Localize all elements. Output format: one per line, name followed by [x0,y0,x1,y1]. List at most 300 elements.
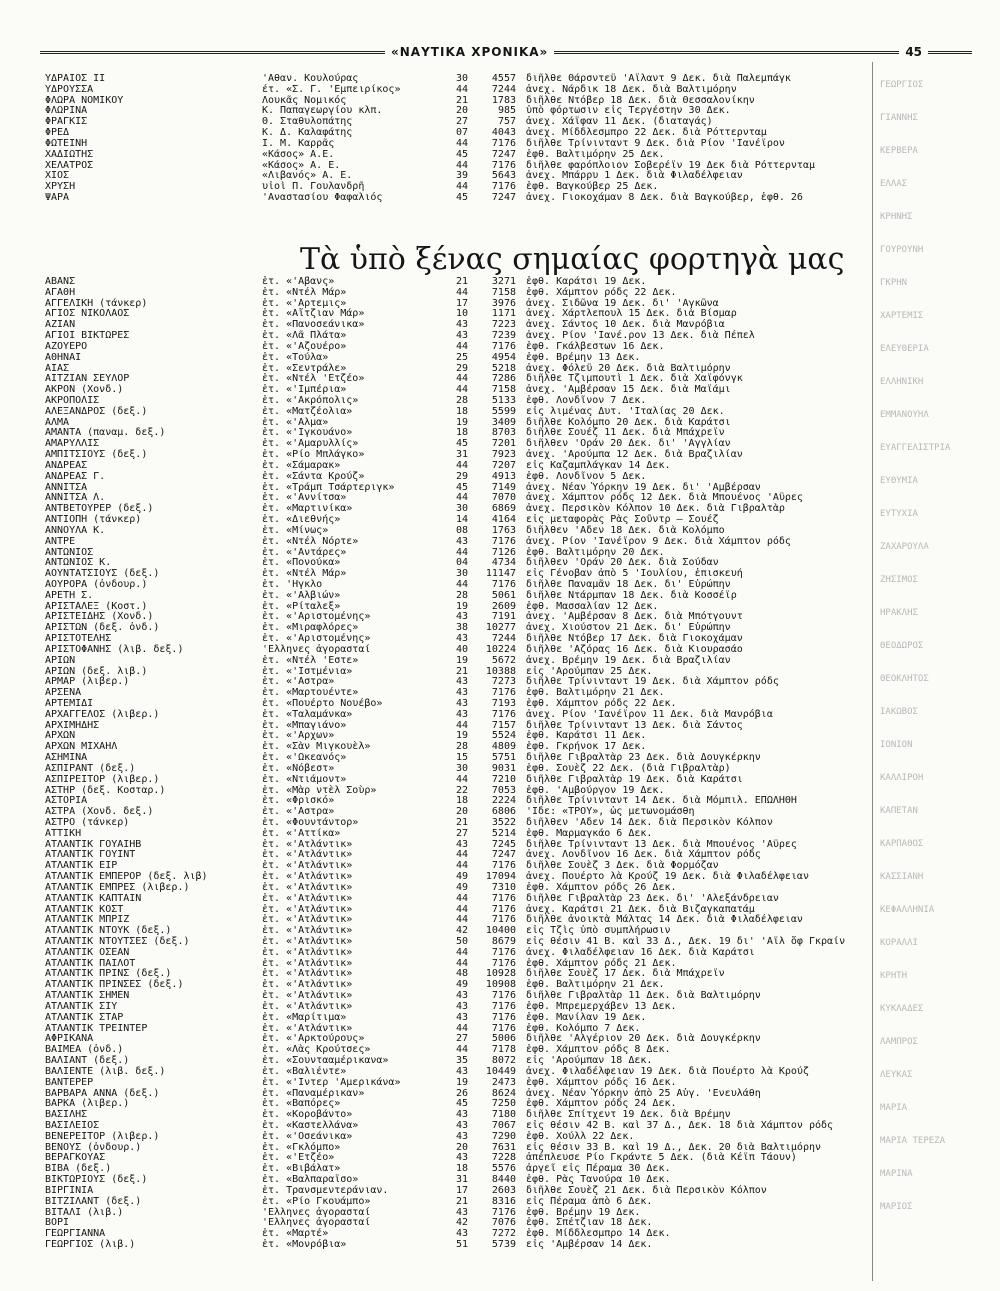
bleed-through-row [0,872,1000,883]
header-rule-left [40,51,385,54]
ship-year: 30 [455,73,468,84]
ship-movement: διῆλθε Κολόμπο 20 Δεκ. διὰ Καράτσι [526,416,731,428]
ship-owner: υἱοὶ Π. Γουλανδρῆ [262,181,365,193]
ship-tonnage: 7244 [491,633,516,645]
ship-movement: ἀνεχ. Φιλαδέλφειαν 19 Δεκ. διὰ Πουέρτο λὰ Κρούζ [526,1065,809,1077]
bleed-through-text: ΧΑΡΤΕΜΙΣ [880,311,924,321]
ship-name: ΑΤΛΑΝΤΙΚ ΠΡΙΝΣ (δεξ.) [45,968,172,980]
ship-tonnage: 5739 [491,1238,516,1250]
ship-row [0,1185,1000,1196]
ship-owner: ἑτ. «'Αρκτούρους» [262,1033,365,1045]
ship-name: ΑΟΥΡΟΡΑ (ὀνδουρ.) [45,578,148,590]
ship-tonnage: 7250 [491,1098,516,1110]
ship-tonnage: 7923 [491,449,516,461]
ship-name: ΑΜΑΝΤΑ (παναμ. δεξ.) [45,427,166,439]
ship-owner: «Κάσος» Α. Ε. [262,159,341,171]
ship-name: ΑΝΤΩΝΙΟΣ Κ. [45,557,112,569]
ship-tonnage: 17094 [485,871,516,883]
ship-name: ΑΡΕΤΗ Σ. [45,589,94,601]
ship-tonnage: 7176 [491,137,516,149]
ship-owner: ἑτ. «'Αριστομένης» [262,611,371,623]
ship-owner: ἑτ. «Καστελλάνα» [262,1119,359,1131]
ship-owner: ἑτ. «Γκλόμπο» [262,1141,341,1153]
ship-name: ΑΤΛΑΝΤΙΚ ΠΡΙΝΣΕΣ (δεξ.) [45,979,184,991]
ship-year: 42 [455,925,468,937]
ship-movement: ἐφθ. Χάμπτον ρόδς 24 Δεκ. [526,1098,677,1110]
ship-name: ΑΚΡΟΝ (Χονδ.) [45,384,124,396]
ship-movement: εἰς θέσιν 41 Β. καὶ 33 Δ., Δεκ. 19 δι' 'Αϊλ ὄφ Γκραίν [526,936,846,948]
ship-tonnage: 7247 [491,849,516,861]
ship-owner: ἑτ. «'Αντάρες» [262,546,347,558]
ship-name: ΒΙΤΖΙΛΑΝΤ (δεξ.) [45,1195,142,1207]
ship-movement: ἐφθ. 'Αμβούργον 19 Δεκ. [526,784,665,796]
bleed-through-row [0,707,1000,718]
ship-tonnage: 10449 [485,1065,516,1077]
ship-owner: «Κάσος» Α.Ε. [262,148,335,160]
ship-year: 44 [455,892,468,904]
ship-name: ΒΑΣΙΛΗΣ [45,1109,88,1121]
ship-year: 43 [455,319,468,331]
ship-tonnage: 5576 [491,1163,516,1175]
ship-year: 49 [455,979,468,991]
ship-movement: εἰς λιμένας Δυτ. 'Ιταλίας 20 Δεκ. [526,405,725,417]
ship-name: ΑΤΛΑΝΤΙΚ ΜΠΡΙΖ [45,914,130,926]
bleed-through-text: ΚΕΦΑΛΛΗΝΙΑ [880,905,935,915]
ship-name: ΑΙΑΣ [45,362,70,374]
ship-tonnage: 2224 [491,795,516,807]
ship-tonnage: 757 [497,116,516,128]
ship-owner: Θ. Σταθυλοπάτης [262,116,353,128]
ship-movement: ἀνεχ. Νάρδικ 18 Δεκ. διὰ Βαλτιμόρην [526,83,737,95]
ship-tonnage: 4164 [491,514,516,526]
ship-movement: ἀνεχ. Ρίον 'Ιανέϊρον 9 Δεκ. διὰ Χάμπτον ρόδς [526,535,791,547]
ship-name: ΑΣΠΙΡΕΪΤΟΡ (λιβερ.) [45,773,160,785]
ship-movement: ἐφθ. Βρέμην 19 Δεκ. [526,1206,641,1218]
bleed-through-row [0,971,1000,982]
ship-movement: ἐφθ. Βαλτιμόρην 20 Δεκ. [526,546,665,558]
ship-tonnage: 3409 [491,416,516,428]
bleed-through-row [0,839,1000,850]
ship-owner: ἑτ. «Διεθνής» [262,514,341,526]
ship-year: 44 [455,903,468,915]
ship-name: ΒΑΣΙΛΕΙΟΣ [45,1119,100,1131]
ship-year: 38 [455,622,468,634]
ship-name: ΑΤΛΑΝΤΙΚ ΕΜΠΡΕΣ (λιβερ.) [45,881,190,893]
ship-tonnage: 6806 [491,806,516,818]
ship-movement: ἀνεχ. Βρέμην 19 Δεκ. διὰ Βραζιλίαν [526,654,731,666]
ship-movement: ἐφθ. Λονδῖνον 7 Δεκ. [526,395,647,407]
bleed-through-row [0,113,1000,124]
ship-name: ΑΡΙΣΤΟΦΑΝΗΣ (λιβ. δεξ.) [45,643,184,655]
ship-owner: ἑτ. «Νόβεστ» [262,762,335,774]
ship-tonnage: 8072 [491,1055,516,1067]
ship-movement: ἐφθ. Σουὲζ 22 Δεκ. (διὰ Γιβραλτὰρ) [526,762,731,774]
ship-tonnage: 7176 [491,957,516,969]
ship-movement: ἐφθ. Καράτσι 19 Δεκ. [526,276,647,287]
ship-owner: ἑτ. «'Ατλάντικ» [262,946,353,958]
ship-owner: ἑτ. «Βαλιέντε» [262,1065,347,1077]
ship-year: 17 [455,297,468,309]
ship-tonnage: 7176 [491,903,516,915]
ship-year: 43 [455,687,468,699]
ship-movement: διῆλθεν 'Αδεν 18 Δεκ. διὰ Κολόμπο [526,524,725,536]
ship-name: ΥΔΡΑΙΟΣ ΙΙ [45,73,106,84]
ship-tonnage: 7158 [491,286,516,298]
bleed-through-row [0,1169,1000,1180]
ship-owner: ἑτ. «Ντέλ Νόρτε» [262,535,359,547]
ship-year: 20 [455,105,468,117]
ship-year: 44 [455,459,468,471]
ship-movement: διῆλθε Σπίτχεντ 19 Δεκ. διὰ Βρέμην [526,1109,731,1121]
ship-year: 44 [455,286,468,298]
ship-owner: έτ. «Σ. Γ. 'Εμπειρίκος» [262,83,401,95]
ship-name: ΑΡΣΕΝΑ [45,687,82,699]
ship-name: ΑΣΗΜΙΝΑ [45,752,88,764]
ship-name: ΑΝΤΒΕΤΟΥΡΕΡ (δεξ.) [45,503,154,515]
ship-owner: ἑτ. «Μονρόβια» [262,1238,347,1250]
ship-owner: ἑτ. «Μὰρ ντὲλ Σοὺρ» [262,784,377,796]
ship-movement: ἐφθ. Χάμπτον ρόδς 22 Δεκ. [526,286,677,298]
bleed-through-text: ΜΑΡΙΟΣ [880,1202,913,1212]
ship-row [0,925,1000,936]
ship-year: 21 [455,817,468,828]
ship-row [0,1088,1000,1099]
ship-owner: ἑτ. «Μαρτινίκα» [262,503,353,515]
bleed-through-text: ΕΛΕΥΘΕΡΙΑ [880,344,929,354]
ship-movement: ὑπὸ φόρτωσιν εἰς Τεργέστην 30 Δεκ. [526,105,731,117]
ship-year: 44 [455,181,468,193]
ship-movement: ἀνεχ. Χάϊφαν 11 Δεκ. (διαταγάς) [526,116,713,128]
ship-row [0,795,1000,806]
ship-movement: ἀνεχ. Λονδῖνον 16 Δεκ. διὰ Χάμπτον ρόδς [526,849,761,861]
ship-owner: ἑτ. «Ντέλ 'Εστε» [262,654,359,666]
ship-year: 43 [455,1130,468,1142]
ship-owner: 'Αναστασίου Φαφαλιός [262,192,383,204]
ship-tonnage: 7176 [491,1206,516,1218]
ship-tonnage: 7273 [491,676,516,688]
ship-movement: ἀνεχ. Φιλαδέλφειαν 16 Δεκ. διὰ Καράτσι [526,946,755,958]
ship-movement: διῆλθε Σουὲζ 21 Δεκ. διὰ Περσικὸν Κόλπον [526,1184,767,1196]
bleed-through-row [0,773,1000,784]
ship-row [0,860,1000,871]
ship-row [0,785,1000,796]
ship-name: ΑΝΔΡΕΑΣ Γ. [45,470,106,482]
ship-name: ΑΣΤΡΟ (τάνκερ) [45,817,130,828]
ship-year: 22 [455,784,468,796]
ship-movement: ἀνεχ. Χιούστον 21 Δεκ. δι' Εὐρώπην [526,622,731,634]
ship-name: ΦΛΩΡΙΝΑ [45,105,88,117]
ship-movement: ἐφθ. Μπρεμερχάβεν 13 Δεκ. [526,1000,677,1012]
ship-movement: διῆλθε Γιβραλτὰρ 19 Δεκ. διὰ Καράτσι [526,773,743,785]
ship-row [0,1217,1000,1228]
ship-tonnage: 7201 [491,438,516,450]
ship-year: 31 [455,449,468,461]
ship-movement: ἐφθ. Χούλλ 22 Δεκ. [526,1130,635,1142]
ship-owner: ἑτ. «Φουντάντορ» [262,817,359,828]
ship-year: 19 [455,416,468,428]
ship-year: 29 [455,362,468,374]
ship-year: 28 [455,395,468,407]
ship-year: 43 [455,990,468,1002]
ship-row [0,460,1000,471]
ship-year: 43 [455,697,468,709]
ship-tonnage: 4913 [491,470,516,482]
ship-tonnage: 10400 [485,925,516,937]
ship-name: ΑΜΑΡΥΛΛΙΣ [45,438,100,450]
ship-year: 25 [455,351,468,363]
ship-owner: ἑτ. «Πουέρτο Νουέβο» [262,697,383,709]
bleed-through-text: ΚΑΣΣΙΑΝΗ [880,872,924,882]
bleed-through-row [0,146,1000,157]
bleed-through-text: ΚΕΡΒΕΡΑ [880,146,918,156]
bleed-through-text: ΚΟΡΑΛΛΙ [880,938,918,948]
ship-tonnage: 985 [497,105,516,117]
ship-movement: ἐφθ. Ρὰς Τανούρα 10 Δεκ. [526,1174,671,1186]
bleed-through-text: ΚΑΛΛΙΡΟΗ [880,773,924,783]
ship-tonnage: 5214 [491,827,516,839]
ship-movement: ἀνεχ. Ρίον 'Ιανέϊρον 11 Δεκ. διὰ Μανρόβια [526,708,773,720]
ship-row [0,127,1000,138]
ship-owner: ἑτ. «'Ατλάντικ» [262,936,353,948]
bleed-through-text: ΕΜΜΑΝΟΥΗΛ [880,410,929,420]
ship-owner: ἑτ. «Ντέλ 'Ετζέο» [262,373,365,385]
ship-year: 43 [455,633,468,645]
ship-name: ΒΕΝΕΡΕΪΤΟΡ (λιβερ.) [45,1130,160,1142]
ship-name: ΑΛΜΑ [45,416,70,428]
ship-name: ΒΟΡΙ [45,1217,70,1229]
ship-year: 43 [455,330,468,342]
bleed-through-row [0,410,1000,421]
ship-movement: ἀπέπλευσε Ρίο Γκράντε 5 Δεκ. (διὰ Κέϊπ Τάουν) [526,1152,797,1164]
ship-owner: ἑτ. «Σὰν Μιγκουὲλ» [262,741,371,753]
ship-owner: ἑτ. «Τράμπ Τσάρτεριγκ» [262,481,395,493]
ship-movement: ἐφθ. Σπέτζιαν 18 Δεκ. [526,1217,653,1229]
ship-row [0,1239,1000,1250]
ship-owner: Λουκᾶς Νομικός [262,94,347,106]
bleed-through-text: ΚΡΗΝΗΣ [880,212,913,222]
bleed-through-text: ΓΙΑΝΝΗΣ [880,113,918,123]
ship-year: 43 [455,535,468,547]
ship-movement: διῆλθε ἀνοικτὰ Μάλτας 14 Δεκ. διὰ Φιλαδέλφειαν [526,914,803,926]
ship-owner: ἑτ. «'Ιγκουάνο» [262,427,353,439]
ship-tonnage: 7247 [491,148,516,160]
ship-year: 28 [455,741,468,753]
ship-year: 04 [455,557,468,569]
ship-year: 48 [455,968,468,980]
ship-movement: ἐφθ. Καράτσι 11 Δεκ. [526,730,647,742]
page-number: 45 [905,45,923,59]
ship-owner: ἑτ. «Τούλα» [262,351,329,363]
ship-row [0,849,1000,860]
ship-tonnage: 3271 [491,276,516,287]
ship-year: 45 [455,148,468,160]
ship-owner: ἑτ. «'Ατλάντικ» [262,925,353,937]
ship-name: ΑΟΥΝΤΑΤΣΙΟΥΣ (δεξ.) [45,568,160,580]
ship-name: ΑΤΤΙΚΗ [45,827,82,839]
ship-name: ΑΝΤΙΟΠΗ (τάνκερ) [45,514,142,526]
ship-year: 44 [455,773,468,785]
ship-movement: ἀνεχ. 'Αμβέρσαν 8 Δεκ. διὰ Μπότγουντ [526,611,743,623]
ship-owner: ἑτ. «'Ετζέο» [262,1152,335,1164]
ship-year: 30 [455,762,468,774]
ship-tonnage: 10908 [485,979,516,991]
ship-tonnage: 7176 [491,535,516,547]
ship-movement: 'Ιδε: «ΤΡΟΫ», ὡς μετωνομάσθη [526,806,695,818]
ship-movement: εἰς 'Αρούμπαν 25 Δεκ. [526,665,653,677]
bleed-through-text: ΙΟΝΙΟΝ [880,740,913,750]
ship-movement: εἰς Πέραμα ἀπὸ 6 Δεκ. [526,1195,653,1207]
ship-tonnage: 5672 [491,654,516,666]
bleed-through-text: ΜΑΡΙΑ [880,1103,908,1113]
ship-owner: ἑτ. «Σεντράλε» [262,362,347,374]
ship-name: ΑΝΝΙΤΣΑ Λ. [45,492,106,504]
ship-movement: διῆλθε Σουὲζ 17 Δεκ. διὰ Μπάχρεϊν [526,968,725,980]
bleed-through-row [0,212,1000,223]
ship-year: 20 [455,1141,468,1153]
ship-row [0,192,1000,203]
ship-name: ΑΦΡΙΚΑΝΑ [45,1033,94,1045]
ship-owner: ἑτ. «Πανοσεάνικα» [262,319,365,331]
ship-row [0,557,1000,568]
ship-movement: διῆλθε Τρίνινταντ 13 Δεκ. διὰ Σάντος [526,719,743,731]
ship-name: ΒΙΚΤΩΡΙΟΥΣ (δεξ.) [45,1174,148,1186]
ship-owner: ἑτ. «'Ιμπέρια» [262,384,347,396]
ship-tonnage: 2609 [491,600,516,612]
ship-movement: ἐφθ. Γκάλβεστων 16 Δεκ. [526,340,665,352]
ship-owner: ἑτ. «'Ατλάντικ» [262,871,353,883]
ship-name: ΧΙΟΣ [45,170,70,182]
ship-tonnage: 7158 [491,384,516,396]
ship-owner: ἑτ. «'Αλμα» [262,416,329,428]
ship-tonnage: 8440 [491,1174,516,1186]
ship-tonnage: 7176 [491,687,516,699]
ship-row [0,655,1000,666]
ship-owner: ἑτ. «'Ατλάντικ» [262,957,353,969]
ship-owner: ἑτ. «Βιβάλατ» [262,1163,341,1175]
ship-tonnage: 7176 [491,914,516,926]
ship-movement: ἐφθ. Χάμπτον ρόδς 22 Δεκ. [526,697,677,709]
ship-owner: ἑτ. «Φρισκό» [262,795,335,807]
ship-year: 18 [455,405,468,417]
bleed-through-text: ΚΥΚΛΑΔΕΣ [880,1004,924,1014]
ship-name: ΑΤΛΑΝΤΙΚ ΕΜΠΕΡΟΡ (δεξ. λιβ) [45,871,208,883]
ship-movement: διῆλθε Θάρσντεϋ 'Αϊλαντ 9 Δεκ. διὰ Παλεμπάγκ [526,73,791,84]
ship-year: 07 [455,127,468,139]
ship-year: 44 [455,578,468,590]
ship-year: 21 [455,94,468,106]
ship-movement: ἀνεχ. Χάμπτον ρόδς 12 Δεκ. διὰ Μπουένος 'Αϋρες [526,492,803,504]
ship-name: ΒΑΛΙΕΝΤΕ (λιβ. δεξ.) [45,1065,166,1077]
bleed-through-text: ΖΑΧΑΡΟΥΛΑ [880,542,929,552]
ship-tonnage: 9031 [491,762,516,774]
ship-owner: ἑτ. «'Αμαρυλλίς» [262,438,359,450]
ship-year: 17 [455,1184,468,1196]
ship-year: 19 [455,654,468,666]
ship-name: ΒΙΒΑ (δεξ.) [45,1163,112,1175]
ship-name: ΓΕΩΡΓΙΟΣ (λιβ.) [45,1238,136,1250]
ship-owner: ἑτ. «Σάμαρακ» [262,459,341,471]
ship-tonnage: 5061 [491,589,516,601]
ship-tonnage: 6869 [491,503,516,515]
ship-name: ΑΤΛΑΝΤΙΚ ΣΗΜΕΝ [45,990,130,1002]
ship-tonnage: 4734 [491,557,516,569]
ship-movement: διῆλθε Ντόβερ 17 Δεκ. διὰ Γιοκοχάμαν [526,633,743,645]
ship-movement: εἰς 'Αμβέρσαν 14 Δεκ. [526,1238,653,1250]
ship-movement: ἐφθ. Χάμπτον ρόδς 8 Δεκ. [526,1044,671,1056]
bleed-through-row [0,377,1000,388]
ship-owner: 'Ελληνες ἀγορασταί [262,1206,371,1218]
ship-tonnage: 7247 [491,192,516,204]
ship-name: ΑΚΡΟΠΟΛΙΣ [45,395,100,407]
ship-tonnage: 7244 [491,83,516,95]
ship-owner: ἑτ. «Αἴτζιαν Μάρ» [262,308,365,320]
ship-tonnage: 5643 [491,170,516,182]
ship-owner: ἑτ. «'Οσεάνικα» [262,1130,353,1142]
ship-movement: ἀνεχ. 'Αρούμπα 12 Δεκ. διὰ Βραζιλίαν [526,449,743,461]
ship-name: ΒΑΛΙΑΝΤ (δεξ.) [45,1055,130,1067]
ship-tonnage: 2473 [491,1076,516,1088]
ship-tonnage: 4809 [491,741,516,753]
ship-year: 27 [455,116,468,128]
ship-movement: ἐφθ. Βαλτιμόρην 21 Δεκ. [526,687,665,699]
ship-owner: ἑτ. «'Αβανς» [262,276,335,287]
ship-owner: ἑτ. Τρανσμεντεράνιαν. [262,1184,389,1196]
ship-movement: διῆλθε Τρίνινταντ 9 Δεκ. διὰ Ρίον 'Ιανέϊρον [526,137,785,149]
ship-movement: διῆλθε Γιβραλτὰρ 11 Δεκ. διὰ Βαλτιμόρην [526,990,761,1002]
ship-year: 43 [455,708,468,720]
ship-year: 45 [455,1098,468,1110]
ship-movement: διῆλθε Τρίνινταντ 14 Δεκ. διὰ Μόμπιλ. ΕΠΩΛΗΘΗ [526,795,797,807]
ship-row [0,958,1000,969]
bleed-through-text: ΕΛΛΗΝΙΚΗ [880,377,924,387]
ship-year: 18 [455,1163,468,1175]
ship-owner: ἑτ. «'Ατλάντικ» [262,903,353,915]
ship-movement: διῆλθε Σουὲζ 3 Δεκ. διὰ Φορμόζαν [526,860,719,872]
ship-movement: διῆλθε Τρίνινταντ 19 Δεκ. διὰ Χάμπτον ρόδς [526,676,779,688]
ship-year: 43 [455,1065,468,1077]
ship-year: 44 [455,849,468,861]
ship-name: ΑΤΛΑΝΤΙΚ ΓΟΥΪΝΤ [45,849,136,861]
bleed-through-text: ΕΥΤΥΧΙΑ [880,509,918,519]
ship-row [0,95,1000,106]
ship-owner: ἑτ. «'Αστρα» [262,806,335,818]
bleed-through-row [0,608,1000,619]
ship-row [0,298,1000,309]
ship-name: ΑΓΑΘΗ [45,286,76,298]
ship-owner: ἑτ. «Βαπόρες» [262,1098,341,1110]
ship-movement: ἀνεχ. Νέαν Ὑόρκην ἀπὸ 25 Αὐγ. 'Ενευλάθη [526,1087,761,1099]
ship-year: 19 [455,600,468,612]
ship-owner: ἑτ. «Βαλπαραΐσο» [262,1174,359,1186]
ship-row [0,427,1000,438]
ship-name: ΒΙΡΓΙΝΙΑ [45,1184,94,1196]
ship-owner: ἑτ. «'Ιστμένια» [262,665,353,677]
bleed-through-text: ΕΛΛΑΣ [880,179,908,189]
ship-owner: ἑτ. «'Αλβιών» [262,589,341,601]
ship-tonnage: 7176 [491,1022,516,1034]
ship-movement: ἀνεχ. Ρίον 'Ιανέ.ρον 13 Δεκ. διὰ Πέπελ [526,330,755,342]
ship-year: 30 [455,503,468,515]
ship-movement: διῆλθε Ντάρμπαν 18 Δεκ. διὰ Κοσσέϊρ [526,589,737,601]
bleed-through-text: ΜΑΡΙΝΑ [880,1169,913,1179]
header-rule-right [928,51,972,54]
ship-year: 43 [455,1000,468,1012]
ship-movement: ἀνεχ. Γιοκοχάμαν 8 Δεκ. διὰ Βαγκούβερ, ἐφθ. 26 [526,192,803,204]
ship-name: ΒΕΝΟΥΣ (ὀνδουρ.) [45,1141,142,1153]
ship-row [0,687,1000,698]
bleed-through-row [0,1103,1000,1114]
ship-name: ΑΤΛΑΝΤΙΚ ΝΤΟΥΚ (δεξ.) [45,925,172,937]
